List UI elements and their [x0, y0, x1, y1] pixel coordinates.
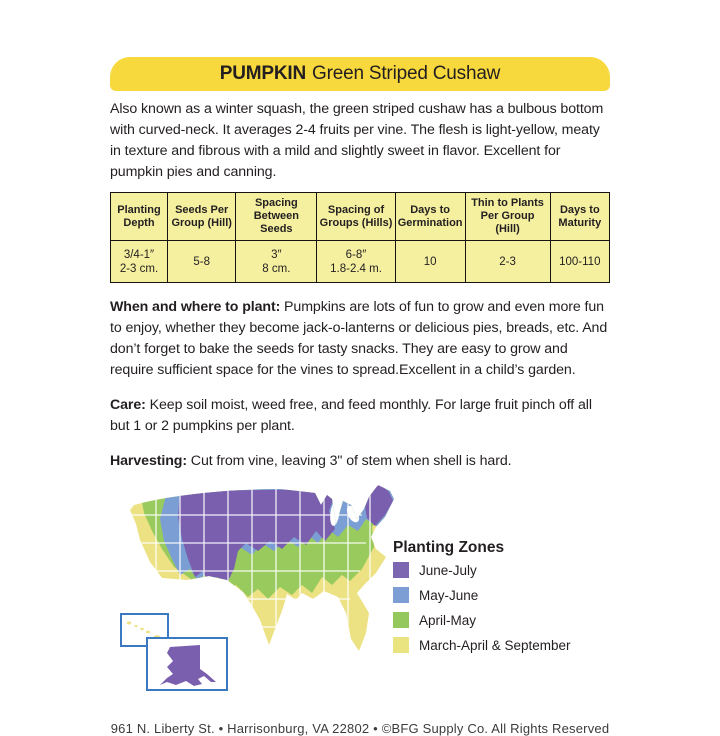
seed-packet-back — [110, 0, 610, 736]
harvesting-label: Harvesting: — [110, 453, 187, 469]
harvesting-text: Cut from vine, leaving 3" of stem when shell is hard. — [186, 453, 512, 469]
address-copyright-line: 961 N. Liberty St. • Harrisonburg, VA 22802 • ©BFG Supply Co. All Rights Reserved — [110, 721, 610, 736]
col-header-days-to-germination: Days to Germination — [395, 193, 465, 241]
col-header-thin-to-plants: Thin to Plants Per Group (Hill) — [465, 193, 550, 241]
care-paragraph — [110, 395, 610, 437]
product-name: PUMPKIN — [219, 63, 306, 84]
when-where-label: When and where to plant: — [110, 299, 281, 315]
when-where-paragraph — [110, 297, 610, 381]
value-spacing-between-seeds: 3″ 8 cm. — [236, 241, 317, 283]
legend-item-june-july: June-July — [393, 562, 609, 578]
col-header-days-to-maturity: Days to Maturity — [550, 193, 609, 241]
table-header-row — [111, 193, 610, 241]
col-header-spacing-between-seeds: Spacing Between Seeds — [236, 193, 317, 241]
legend-swatch-yellow — [393, 637, 409, 653]
legend-swatch-green — [393, 612, 409, 628]
col-header-spacing-of-groups: Spacing of Groups (Hills) — [317, 193, 395, 241]
variety-name: Green Striped Cushaw — [312, 63, 501, 84]
col-header-seeds-per-group: Seeds Per Group (Hill) — [167, 193, 235, 241]
map-zone-purple-northeast — [365, 484, 393, 526]
harvesting-paragraph — [110, 451, 610, 472]
value-days-to-maturity: 100-110 — [550, 241, 609, 283]
legend-item-march-april-september: March-April & September — [393, 637, 609, 653]
care-label: Care: — [110, 397, 146, 413]
care-text: Keep soil moist, weed free, and feed monthly. For large fruit pinch off all but 1 or 2 pumpkins per plant. — [110, 397, 592, 434]
value-seeds-per-group: 5-8 — [167, 241, 235, 283]
description-text: Also known as a winter squash, the green striped cushaw has a bulbous bottom with curved-neck. It averages 2-4 fruits per vine. The flesh is light-yellow, meaty in texture and fibrous with a mild and slightly sweet in flavor. Excellent for pumpkin pies and canning. — [110, 101, 604, 180]
legend-item-may-june: May-June — [393, 587, 609, 603]
legend-swatch-purple — [393, 562, 409, 578]
value-days-to-germination: 10 — [395, 241, 465, 283]
legend-item-april-may: April-May — [393, 612, 609, 628]
value-thin-to-plants: 2-3 — [465, 241, 550, 283]
alaska-inset — [147, 638, 227, 690]
planting-info-table — [110, 192, 610, 283]
map-legend — [393, 539, 609, 662]
table-value-row — [111, 241, 610, 283]
us-planting-zones-map — [110, 481, 400, 705]
planting-zones-map-section — [110, 481, 610, 705]
col-header-planting-depth: Planting Depth — [111, 193, 168, 241]
title-banner — [110, 57, 610, 91]
when-where-text: Pumpkins are lots of fun to grow and even more fun to enjoy, whether they become jack-o-lanterns or delicious pies, breads, etc. And don’t forget to bake the seeds for tasty snacks. They are easy to grow and require sufficient space for the vines to spread.Excellent in a child’s garden. — [110, 299, 608, 378]
value-spacing-of-groups: 6-8″ 1.8-2.4 m. — [317, 241, 395, 283]
value-planting-depth: 3/4-1″ 2-3 cm. — [111, 241, 168, 283]
legend-title: Planting Zones — [393, 539, 505, 556]
legend-swatch-blue — [393, 587, 409, 603]
